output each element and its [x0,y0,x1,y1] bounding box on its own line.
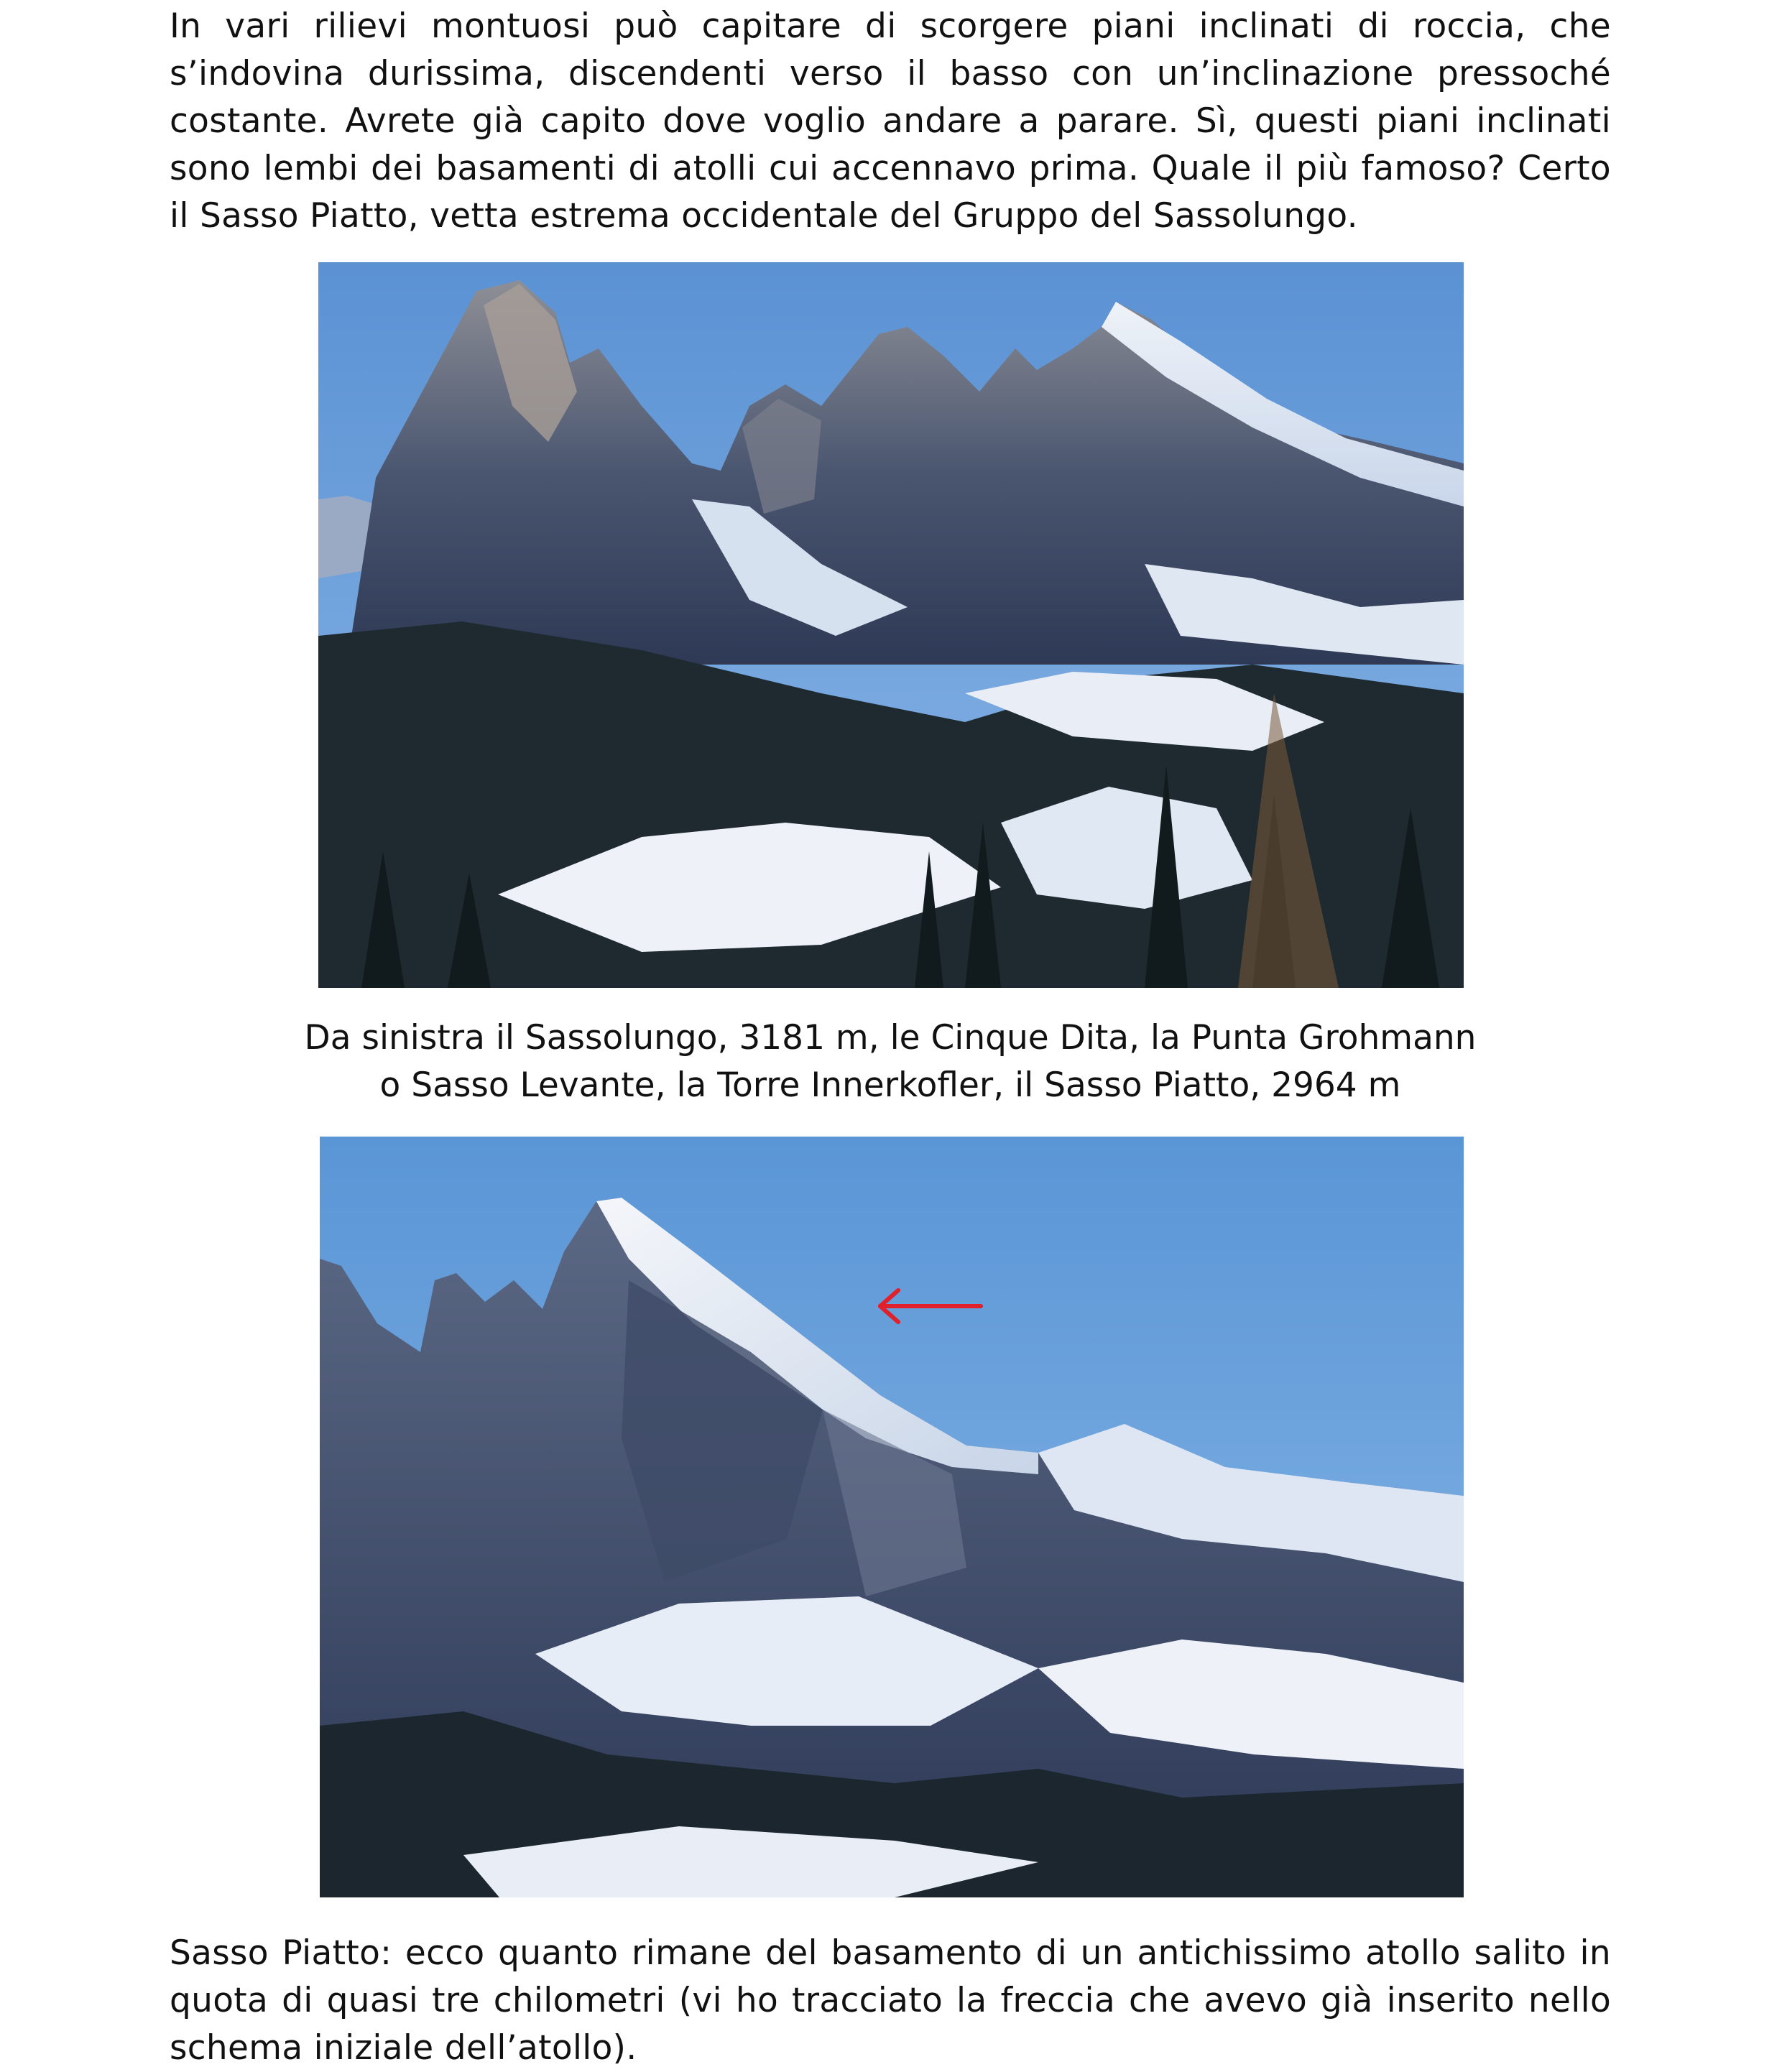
caption-line: o Sasso Levante, la Torre Innerkofler, il Sasso Piatto, 2964 m [379,1065,1401,1105]
closing-line: in quota di quasi tre chilometri (vi ho tracciato la freccia che avevo già inserito [170,1933,1611,2020]
intro-line: In vari rilievi montuosi può capitare di scorgere piani inclinati di roccia, che [170,6,1611,46]
caption-sassolungo [170,1014,1611,1109]
intro-line: costante. Avrete già capito dove voglio andare a parare. Sì, questi piani inclinati [170,101,1611,141]
sasso-piatto-photo [320,1137,1464,1897]
sassolungo-panorama-photo [318,262,1464,988]
intro-line: Certo il Sasso Piatto, vetta estrema occidentale del Gruppo del Sassolungo. [170,149,1611,236]
caption-line: Da sinistra il Sassolungo, 3181 m, le Cinque Dita, la Punta Grohmann [304,1018,1477,1058]
intro-line: sono lembi dei basamenti di atolli cui accennavo prima. Quale il più famoso? [170,149,1505,188]
closing-line: nello schema iniziale dell’atollo). [170,1981,1611,2068]
closing-paragraph [170,1930,1611,2072]
intro-line: s’indovina durissima, discendenti verso il basso con un’inclinazione pressoché [170,54,1611,93]
closing-line: Sasso Piatto: ecco quanto rimane del basamento di un antichissimo atollo salito [170,1933,1566,1973]
intro-paragraph [170,3,1611,240]
